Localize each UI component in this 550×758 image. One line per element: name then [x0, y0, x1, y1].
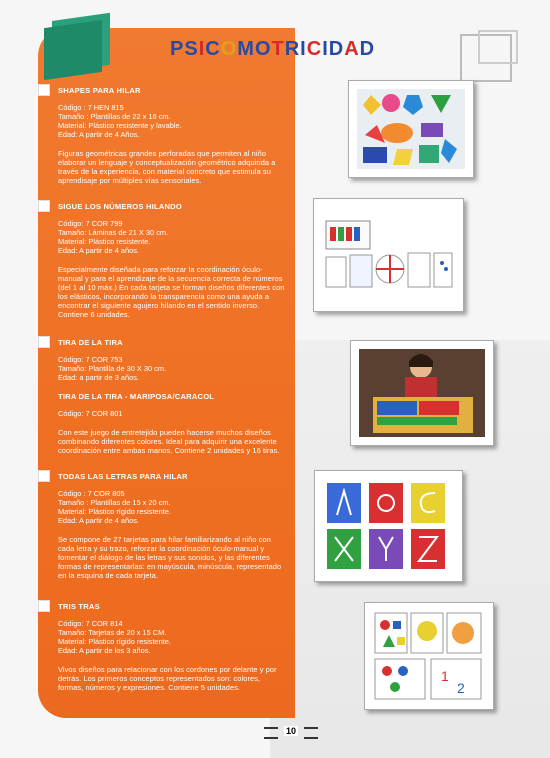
product-specs	[58, 103, 286, 139]
spec-line: Edad: A partir de 4 Años.	[58, 130, 140, 139]
product-heading: TIRA DE LA TIRA	[58, 338, 123, 347]
green-cube-icon	[44, 20, 102, 80]
title-letter: D	[328, 38, 345, 60]
spec-line: Código: 7 COR 814	[58, 619, 123, 628]
spec-line: Código: 7 COR 801	[58, 409, 123, 418]
spec-line: Edad: A partir de 4 años.	[58, 516, 139, 525]
title-letter: I	[322, 38, 329, 60]
product-description: Vivos diseños para relacionar con los cordones por delante y por detrás. Los primeros conceptos representados son: colores, formas, números y expresiones. Contiene 5 unidades.	[58, 665, 277, 692]
spec-line: Material: Plástico rígido resistente.	[58, 507, 171, 516]
product-photo-shapes	[348, 80, 474, 178]
title-letter: S	[184, 38, 199, 60]
spec-line: Tamaño : Plantillas de 22 x 16 cm.	[58, 112, 171, 121]
title-letter: I	[198, 38, 206, 60]
title-letter: T	[271, 38, 285, 60]
title-letter: O	[254, 38, 272, 60]
spec-line: Material: Plástico rígido resistente.	[58, 637, 171, 646]
bullet-icon	[38, 84, 50, 96]
product-section-2	[58, 202, 286, 319]
page-number: 10	[262, 724, 320, 738]
svg-text:2: 2	[457, 680, 465, 696]
product-heading: TRIS TRAS	[58, 602, 100, 611]
spec-line: Edad: a partir de 3 años.	[58, 373, 139, 382]
spec-line: Edad: A partir de los 3 años.	[58, 646, 151, 655]
title-letter: P	[170, 38, 185, 60]
spec-line: Edad: A partir de 4 años.	[58, 246, 139, 255]
title-letter: A	[344, 38, 360, 60]
product-specs	[58, 355, 286, 382]
spec-line: Material: Plástico resistente y lavable.	[58, 121, 182, 130]
letter-cards-illustration	[323, 479, 454, 573]
page-title	[170, 38, 375, 61]
title-letter: R	[284, 38, 301, 60]
product-heading: SHAPES PARA HILAR	[58, 86, 141, 95]
product-description: Figuras geométricas grandes perforadas que permiten al niño elaborar un lenguaje y conceptualización geométrico adquirida a través de la experiencia, con material concreto que estimula su aprendisaje por múltiples vías sensoriales.	[58, 149, 276, 185]
product-section-5	[58, 602, 286, 692]
bullet-icon	[38, 470, 50, 482]
product-section-3	[58, 338, 286, 455]
spec-line: Tamaño: Plantilla de 30 X 30 cm.	[58, 364, 167, 373]
product-photo-letters	[314, 470, 463, 582]
product-specs	[58, 219, 286, 255]
title-letter: M	[237, 38, 255, 60]
product-heading-secondary: TIRA DE LA TIRA - MARIPOSA/CARACOL	[58, 392, 215, 401]
title-letter: I	[300, 38, 307, 60]
spec-line: Tamaño: Tarjetas de 20 x 15 CM.	[58, 628, 167, 637]
spec-line: Material: Plástico resistente.	[58, 237, 151, 246]
weaving-child-illustration	[359, 349, 485, 437]
spec-line: Tamaño : Plantillas de 15 x 20 cm.	[58, 498, 171, 507]
product-section-1	[58, 86, 286, 185]
spec-line: Código : 7 HEN 815	[58, 103, 124, 112]
spec-line: Código : 7 COR 805	[58, 489, 125, 498]
spec-line: Tamaño: Láminas de 21 X 30 cm.	[58, 228, 169, 237]
bullet-icon	[38, 600, 50, 612]
bullet-icon	[38, 336, 50, 348]
tris-tras-cards-illustration	[373, 611, 485, 701]
bullet-icon	[38, 200, 50, 212]
product-photo-numbers	[313, 198, 464, 312]
spec-line: Código: 7 COR 799	[58, 219, 123, 228]
product-specs-secondary	[58, 409, 286, 418]
product-description: Especialmente diseñada para reforzar la coordinación óculo-manual y para el aprendizaje de la secuencia correcta de números (del 1 al 10 máx.) En cada tarjeta se forman diseños diferentes con los elásticos, incorporando la transparencia como una ayuda a encontrar el siguiente agujero hilando en el sentido inverso. Contiene 6 unidades.	[58, 265, 285, 319]
product-photo-weaving	[350, 340, 494, 446]
product-description: Con este juego de entretejido pueden hacerse muchos diseños combinando diferentes colores. Ideal para adquirir una excelente coordinación entre ambas manos. Contiene 2 unidades y 16 tiras.	[58, 428, 280, 455]
product-section-4	[58, 472, 286, 580]
product-specs	[58, 489, 286, 525]
product-specs	[58, 619, 286, 655]
wireframe-cube-small-icon	[478, 30, 518, 64]
product-heading: TODAS LAS LETRAS PARA HILAR	[58, 472, 188, 481]
title-letter: D	[359, 38, 376, 60]
spec-line: Código: 7 COR 753	[58, 355, 123, 364]
shapes-illustration	[357, 89, 465, 169]
title-letter: O	[220, 38, 238, 60]
product-photo-tris-tras	[364, 602, 494, 710]
title-letter: C	[306, 38, 323, 60]
numbers-cards-illustration	[322, 207, 455, 303]
title-letter: C	[205, 38, 221, 60]
product-heading: SIGUE LOS NÚMEROS HILANDO	[58, 202, 182, 211]
product-description: Se compone de 27 tarjetas para hilar familiarizando al niño con cada letra y su trazo, reforzar la coordinación óculo-manual y fomentar el diálogo de las letras y sus sonidos, y las diferentes formas de representarlas: en mayúscula, minúscula, representado en la esquina de cada tarjeta.	[58, 535, 282, 580]
svg-text:1: 1	[441, 668, 449, 684]
